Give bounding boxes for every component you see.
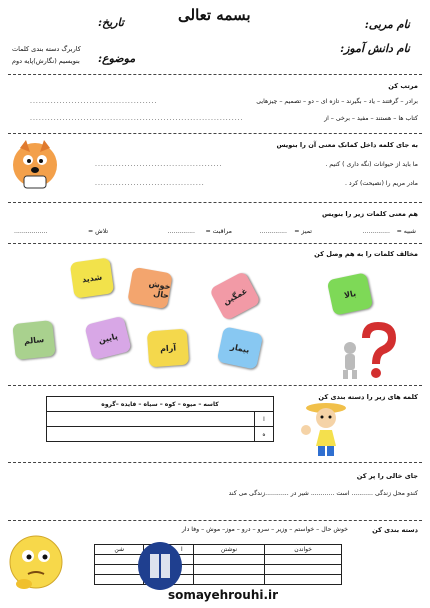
answer-cell[interactable]: [193, 575, 265, 585]
answer-dots: ...........................................: [30, 98, 158, 105]
answer-cell[interactable]: [193, 555, 265, 565]
section2-heading: به جای کلمه داخل کمانک معنی آن را بنویس: [276, 141, 418, 149]
synonym-word-1: شبیه =: [396, 228, 416, 235]
answer-dots: ..............: [259, 228, 287, 235]
date-label: تاریخ:: [98, 16, 124, 29]
section7-words: خوش حال – خواستم – وزیر – سرو – درو – موز– موش – وفا دار: [181, 526, 348, 533]
section6-heading: جای خالی را پر کن: [356, 472, 418, 480]
answer-dots: ..............: [362, 228, 390, 235]
word-bubble[interactable]: غمگین: [209, 271, 261, 322]
student-name-label: نام دانش آموز:: [340, 42, 410, 55]
synonym-word-4: تلاش =: [88, 228, 109, 235]
section1-heading: مرتب کن: [388, 82, 418, 90]
site-logo-icon: [136, 540, 184, 592]
column-header: شن: [95, 545, 144, 555]
coach-name-label: نام مربی:: [364, 18, 410, 31]
section4-heading: مخالف کلمات را به هم وصل کن: [314, 250, 418, 258]
question-mark-icon: [334, 318, 404, 380]
synonym-word-3: مراقبت =: [205, 228, 232, 235]
word-bubble[interactable]: سالم: [12, 320, 56, 360]
section6-line1: کندو محل زندگی ........... است ............ شیر در ............زندگی می کند: [228, 490, 418, 497]
subject-label: موضوع:: [98, 52, 136, 65]
word-bubble[interactable]: بالا: [327, 272, 374, 316]
section2-line2: مادر مریم را (نصیحت) کرد .: [345, 180, 418, 187]
synonym-word-2: تمیز =: [294, 228, 312, 235]
section2-line1: ما باید از حیوانات (نگه داری ) کنیم .: [325, 161, 418, 168]
column-header: نوشتن: [193, 545, 265, 555]
section3-heading: هم معنی کلمات زیر را بنویس: [322, 210, 418, 218]
word-bubble[interactable]: خوش حال: [127, 267, 173, 309]
answer-cell[interactable]: [265, 565, 342, 575]
divider: [8, 243, 422, 244]
page-title: بسمه تعالی: [178, 6, 251, 24]
word-bubble[interactable]: بیمار: [217, 326, 264, 370]
divider: [8, 202, 422, 203]
divider: [8, 462, 422, 463]
divider: [8, 520, 422, 521]
section7-heading: دسته بندی کن: [372, 526, 418, 534]
category-words: کاسه – میوه – کوه – سیاه – فایده –گروه: [47, 397, 274, 412]
answer-dots: ...........................................: [95, 161, 223, 168]
boy-mascot-icon: [298, 402, 354, 460]
sorting-table: [94, 544, 342, 585]
answer-cell[interactable]: [265, 555, 342, 565]
divider: [8, 74, 422, 75]
section5-heading: کلمه های زیر را دسته بندی کن: [318, 393, 418, 401]
watermark-text: somayehrouhi.ir: [168, 588, 279, 602]
divider: [8, 385, 422, 386]
answer-cell[interactable]: [193, 565, 265, 575]
row-letter: ه: [255, 427, 274, 442]
answer-dots: ........................................................................: [30, 115, 244, 122]
column-header: ا: [171, 545, 194, 555]
cat-mascot-icon: [12, 138, 58, 192]
subject-line-2: بنویسیم (نگارش)پایه دوم: [12, 57, 80, 65]
category-table: [46, 396, 274, 442]
word-bubble[interactable]: آرام: [147, 329, 189, 368]
section1-line1: برادر – گرفتند – یاد – بگیرند – تازه ای – دو – تصمیم – چیزهایی: [256, 98, 418, 105]
answer-cell[interactable]: [265, 575, 342, 585]
answer-cell[interactable]: [47, 427, 255, 442]
subject-line-1: کاربرگ دسته بندی کلمات: [12, 45, 81, 53]
word-bubble[interactable]: پایین: [84, 316, 132, 361]
section1-line2: کتاب ها – هستند – مفید – برخی – از: [324, 115, 418, 122]
answer-dots: ..............: [167, 228, 195, 235]
column-header: خواندن: [265, 545, 342, 555]
answer-dots: .....................................: [95, 180, 205, 187]
divider: [8, 133, 422, 134]
thinking-face-icon: [6, 532, 66, 596]
answer-dots: .................: [14, 228, 48, 235]
word-bubble[interactable]: شدید: [70, 257, 115, 298]
answer-cell[interactable]: [47, 412, 255, 427]
row-letter: ا: [255, 412, 274, 427]
